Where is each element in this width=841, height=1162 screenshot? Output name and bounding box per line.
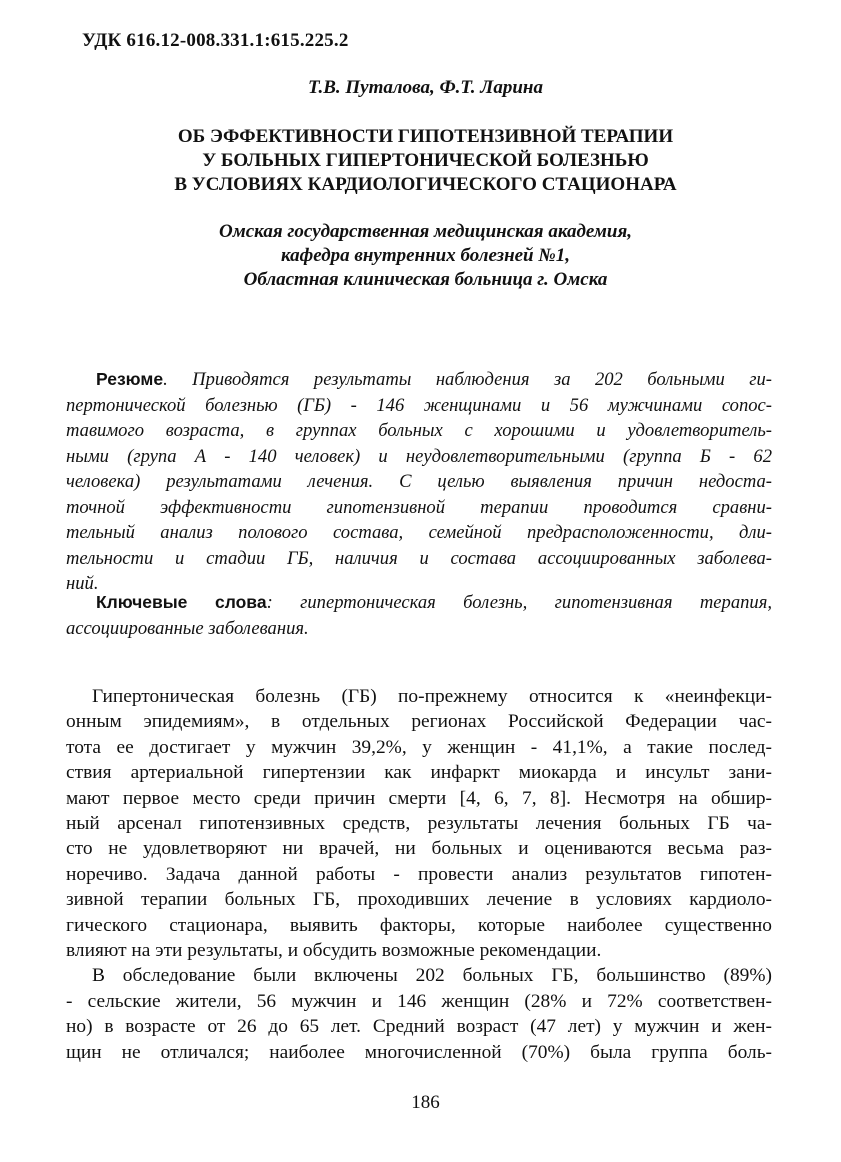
body-line: гического стационара, выявить факторы, которые наиболее существенно <box>66 914 772 936</box>
keywords-line: ассоциированные заболевания. <box>66 617 309 639</box>
keywords-line <box>66 590 772 616</box>
udk-code: УДК 616.12-008.331.1:615.225.2 <box>82 30 349 51</box>
affiliation <box>0 220 841 292</box>
abstract-line: тельности и стадии ГБ, наличия и состава ассоциированных заболева- <box>66 547 772 569</box>
abstract-line: точной эффективности гипотензивной терапии проводится сравни- <box>66 496 772 518</box>
authors: Т.В. Путалова, Ф.Т. Ларина <box>308 77 543 98</box>
body-line: сто не удовлетворяют ни врачей, ни больных и оцениваются весьма раз- <box>66 838 772 860</box>
body-line: влияют на эти результаты, и обсудить возможные рекомендации. <box>66 940 602 962</box>
body-text <box>66 684 772 1065</box>
abstract-line <box>66 367 772 393</box>
keywords-text: : гипертоническая болезнь, гипотензивная терапия, <box>266 592 773 613</box>
body-line: ный арсенал гипотензивных средств, результаты лечения больных ГБ ча- <box>66 813 772 835</box>
title-line: В УСЛОВИЯХ КАРДИОЛОГИЧЕСКОГО СТАЦИОНАРА <box>174 174 677 195</box>
body-line: Гипертоническая болезнь (ГБ) по-прежнему относится к «неинфекци- <box>92 686 772 707</box>
body-line: зивной терапии больных ГБ, проходивших лечение в условиях кардиоло- <box>66 889 772 911</box>
title-line: ОБ ЭФФЕКТИВНОСТИ ГИПОТЕНЗИВНОЙ ТЕРАПИИ <box>177 126 674 147</box>
body-line: - сельские жители, 56 мужчин и 146 женщин (28% и 72% соответствен- <box>66 990 772 1012</box>
body-line: но) в возрасте от 26 до 65 лет. Средний возраст (47 лет) у мужчин и жен- <box>66 1016 772 1038</box>
abstract-line: тавимого возраста, в группах больных с хорошими и удовлетворитель- <box>66 420 772 441</box>
page-number: 186 <box>411 1092 440 1113</box>
abstract-line: ными (група А - 140 человек) и неудовлетворительными (группа Б - 62 <box>66 445 772 467</box>
abstract-line: ний. <box>66 573 99 594</box>
keywords <box>66 590 772 641</box>
body-line: ствия артериальной гипертензии как инфаркт миокарда и инсульт зани- <box>66 762 772 784</box>
body-line: мают первое место среди причин смерти [4, 6, 7, 8]. Несмотря на обшир- <box>66 787 772 809</box>
abstract-label: Резюме <box>96 369 164 389</box>
affiliation-line: Омская государственная медицинская академия, <box>219 221 632 242</box>
abstract-text: . Приводятся результаты наблюдения за 202 больными ги- <box>163 369 772 390</box>
abstract-line: пертонической болезнью (ГБ) - 146 женщинами и 56 мужчинами сопос- <box>66 394 772 416</box>
article-title <box>0 125 841 197</box>
body-line: тота ее достигает у мужчин 39,2%, у женщин - 41,1%, а такие послед- <box>66 736 772 758</box>
abstract-line: человека) результатами лечения. С целью выявления причин недоста- <box>66 471 772 492</box>
body-line: норечиво. Задача данной работы - провести анализ результатов гипотен- <box>66 863 772 885</box>
keywords-label: Ключевые слова <box>96 592 267 612</box>
abstract <box>66 367 772 597</box>
affiliation-line: кафедра внутренних болезней №1, <box>280 245 571 266</box>
affiliation-line: Областная клиническая больница г. Омска <box>243 269 608 290</box>
abstract-line: тельный анализ полового состава, семейной предрасположенности, дли- <box>66 522 772 543</box>
body-line: В обследование были включены 202 больных ГБ, большинство (89%) <box>92 965 772 987</box>
body-line: онным эпидемиям», в отдельных регионах Российской Федерации час- <box>66 711 772 733</box>
body-line: щин не отличался; наиболее многочисленной (70%) была группа боль- <box>66 1041 772 1063</box>
title-line: У БОЛЬНЫХ ГИПЕРТОНИЧЕСКОЙ БОЛЕЗНЬЮ <box>202 150 649 171</box>
